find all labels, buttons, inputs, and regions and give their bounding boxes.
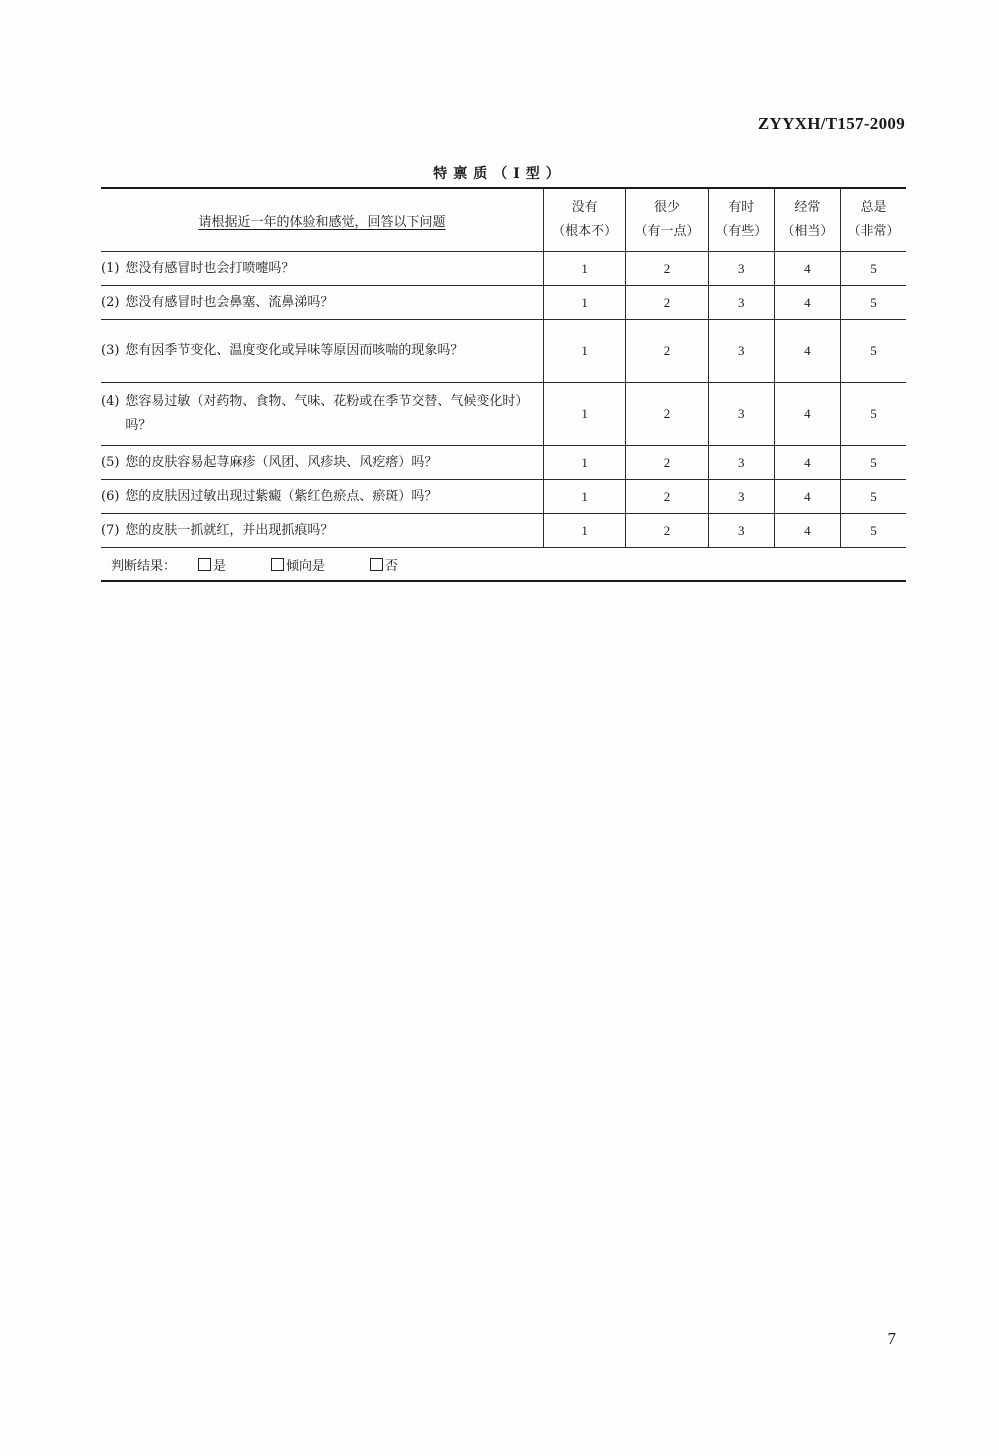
question-number: (3) [101, 343, 120, 358]
judgment-row [101, 548, 906, 582]
question-text: 您的皮肤一抓就红，并出现抓痕吗？ [125, 522, 334, 538]
table-header-row [101, 188, 906, 252]
score-option-1[interactable]: 1 [544, 514, 626, 548]
checkbox-icon[interactable] [198, 558, 211, 571]
question-cell [101, 383, 544, 446]
score-option-4[interactable]: 4 [774, 446, 840, 480]
score-option-5[interactable]: 5 [840, 514, 906, 548]
question-cell [101, 446, 544, 480]
table-title: 特禀质（Ⅰ型） [433, 166, 566, 182]
option-sublabel: （有一点） [634, 224, 700, 239]
score-option-4[interactable]: 4 [774, 252, 840, 286]
option-label: 总是 [860, 200, 887, 215]
standard-code: ZYYXH/T157-2009 [757, 114, 905, 133]
judgment-option-no[interactable] [370, 555, 398, 574]
score-option-3[interactable]: 3 [708, 320, 774, 383]
page-number: 7 [887, 1329, 896, 1348]
option-label: 没有 [571, 200, 598, 215]
question-number: (1) [101, 260, 120, 276]
option-label: 很少 [654, 200, 681, 215]
question-text: 您容易过敏（对药物、食物、气味、花粉或在季节交替、气候变化时）吗？ [125, 394, 529, 433]
option-header-1 [626, 188, 708, 252]
question-row-4 [101, 383, 906, 446]
score-option-1[interactable]: 1 [544, 320, 626, 383]
judgment-label: 判断结果： [111, 558, 177, 574]
score-option-4[interactable]: 4 [774, 320, 840, 383]
question-number: (4) [101, 394, 120, 409]
judgment-option-label: 否 [385, 558, 399, 574]
option-label: 有时 [728, 200, 755, 215]
score-option-4[interactable]: 4 [774, 480, 840, 514]
score-option-3[interactable]: 3 [708, 446, 774, 480]
score-option-2[interactable]: 2 [626, 480, 708, 514]
judgment-option-label: 是 [213, 558, 227, 574]
score-option-2[interactable]: 2 [626, 514, 708, 548]
question-number: (5) [101, 454, 120, 470]
question-row-7 [101, 514, 906, 548]
question-text: 您的皮肤因过敏出现过紫癜（紫红色瘀点、瘀斑）吗？ [125, 488, 438, 504]
question-row-2 [101, 286, 906, 320]
score-option-2[interactable]: 2 [626, 383, 708, 446]
score-option-1[interactable]: 1 [544, 446, 626, 480]
option-sublabel: （相当） [781, 224, 834, 239]
score-option-1[interactable]: 1 [544, 286, 626, 320]
option-header-2 [708, 188, 774, 252]
option-sublabel: （非常） [847, 224, 900, 239]
score-option-5[interactable]: 5 [840, 480, 906, 514]
question-cell [101, 480, 544, 514]
score-option-2[interactable]: 2 [626, 286, 708, 320]
option-sublabel: （有些） [715, 224, 768, 239]
score-option-2[interactable]: 2 [626, 320, 708, 383]
score-option-4[interactable]: 4 [774, 286, 840, 320]
score-option-4[interactable]: 4 [774, 514, 840, 548]
judgment-cell [101, 548, 906, 582]
score-option-3[interactable]: 3 [708, 286, 774, 320]
question-row-6 [101, 480, 906, 514]
score-option-3[interactable]: 3 [708, 514, 774, 548]
question-text: 您没有感冒时也会打喷嚏吗？ [125, 260, 295, 276]
question-text: 您有因季节变化、温度变化或异味等原因而咳喘的现象吗？ [125, 343, 464, 358]
instruction-text: 请根据近一年的体验和感觉，回答以下问题 [198, 214, 446, 230]
score-option-3[interactable]: 3 [708, 252, 774, 286]
question-number: (7) [101, 522, 120, 538]
judgment-option-label: 倾向是 [286, 558, 326, 574]
question-cell [101, 286, 544, 320]
score-option-5[interactable]: 5 [840, 252, 906, 286]
checkbox-icon[interactable] [370, 558, 383, 571]
judgment-option-tendency[interactable] [271, 555, 325, 574]
question-cell [101, 320, 544, 383]
option-header-3 [774, 188, 840, 252]
option-label: 经常 [794, 200, 821, 215]
score-option-5[interactable]: 5 [840, 446, 906, 480]
question-number: (2) [101, 294, 120, 310]
checkbox-icon[interactable] [271, 558, 284, 571]
option-sublabel: （根本不） [552, 224, 618, 239]
score-option-5[interactable]: 5 [840, 320, 906, 383]
score-option-5[interactable]: 5 [840, 383, 906, 446]
questionnaire-table [101, 187, 906, 582]
question-row-3 [101, 320, 906, 383]
score-option-2[interactable]: 2 [626, 252, 708, 286]
instruction-cell [101, 188, 544, 252]
question-text: 您的皮肤容易起荨麻疹（风团、风疹块、风疙瘩）吗？ [125, 454, 438, 470]
option-header-0 [544, 188, 626, 252]
score-option-5[interactable]: 5 [840, 286, 906, 320]
judgment-option-yes[interactable] [198, 555, 226, 574]
score-option-1[interactable]: 1 [544, 252, 626, 286]
question-row-1 [101, 252, 906, 286]
question-cell [101, 252, 544, 286]
question-cell [101, 514, 544, 548]
question-text: 您没有感冒时也会鼻塞、流鼻涕吗？ [125, 294, 334, 310]
option-header-4 [840, 188, 906, 252]
question-row-5 [101, 446, 906, 480]
score-option-1[interactable]: 1 [544, 383, 626, 446]
score-option-3[interactable]: 3 [708, 480, 774, 514]
score-option-4[interactable]: 4 [774, 383, 840, 446]
question-number: (6) [101, 488, 120, 504]
score-option-1[interactable]: 1 [544, 480, 626, 514]
score-option-2[interactable]: 2 [626, 446, 708, 480]
score-option-3[interactable]: 3 [708, 383, 774, 446]
